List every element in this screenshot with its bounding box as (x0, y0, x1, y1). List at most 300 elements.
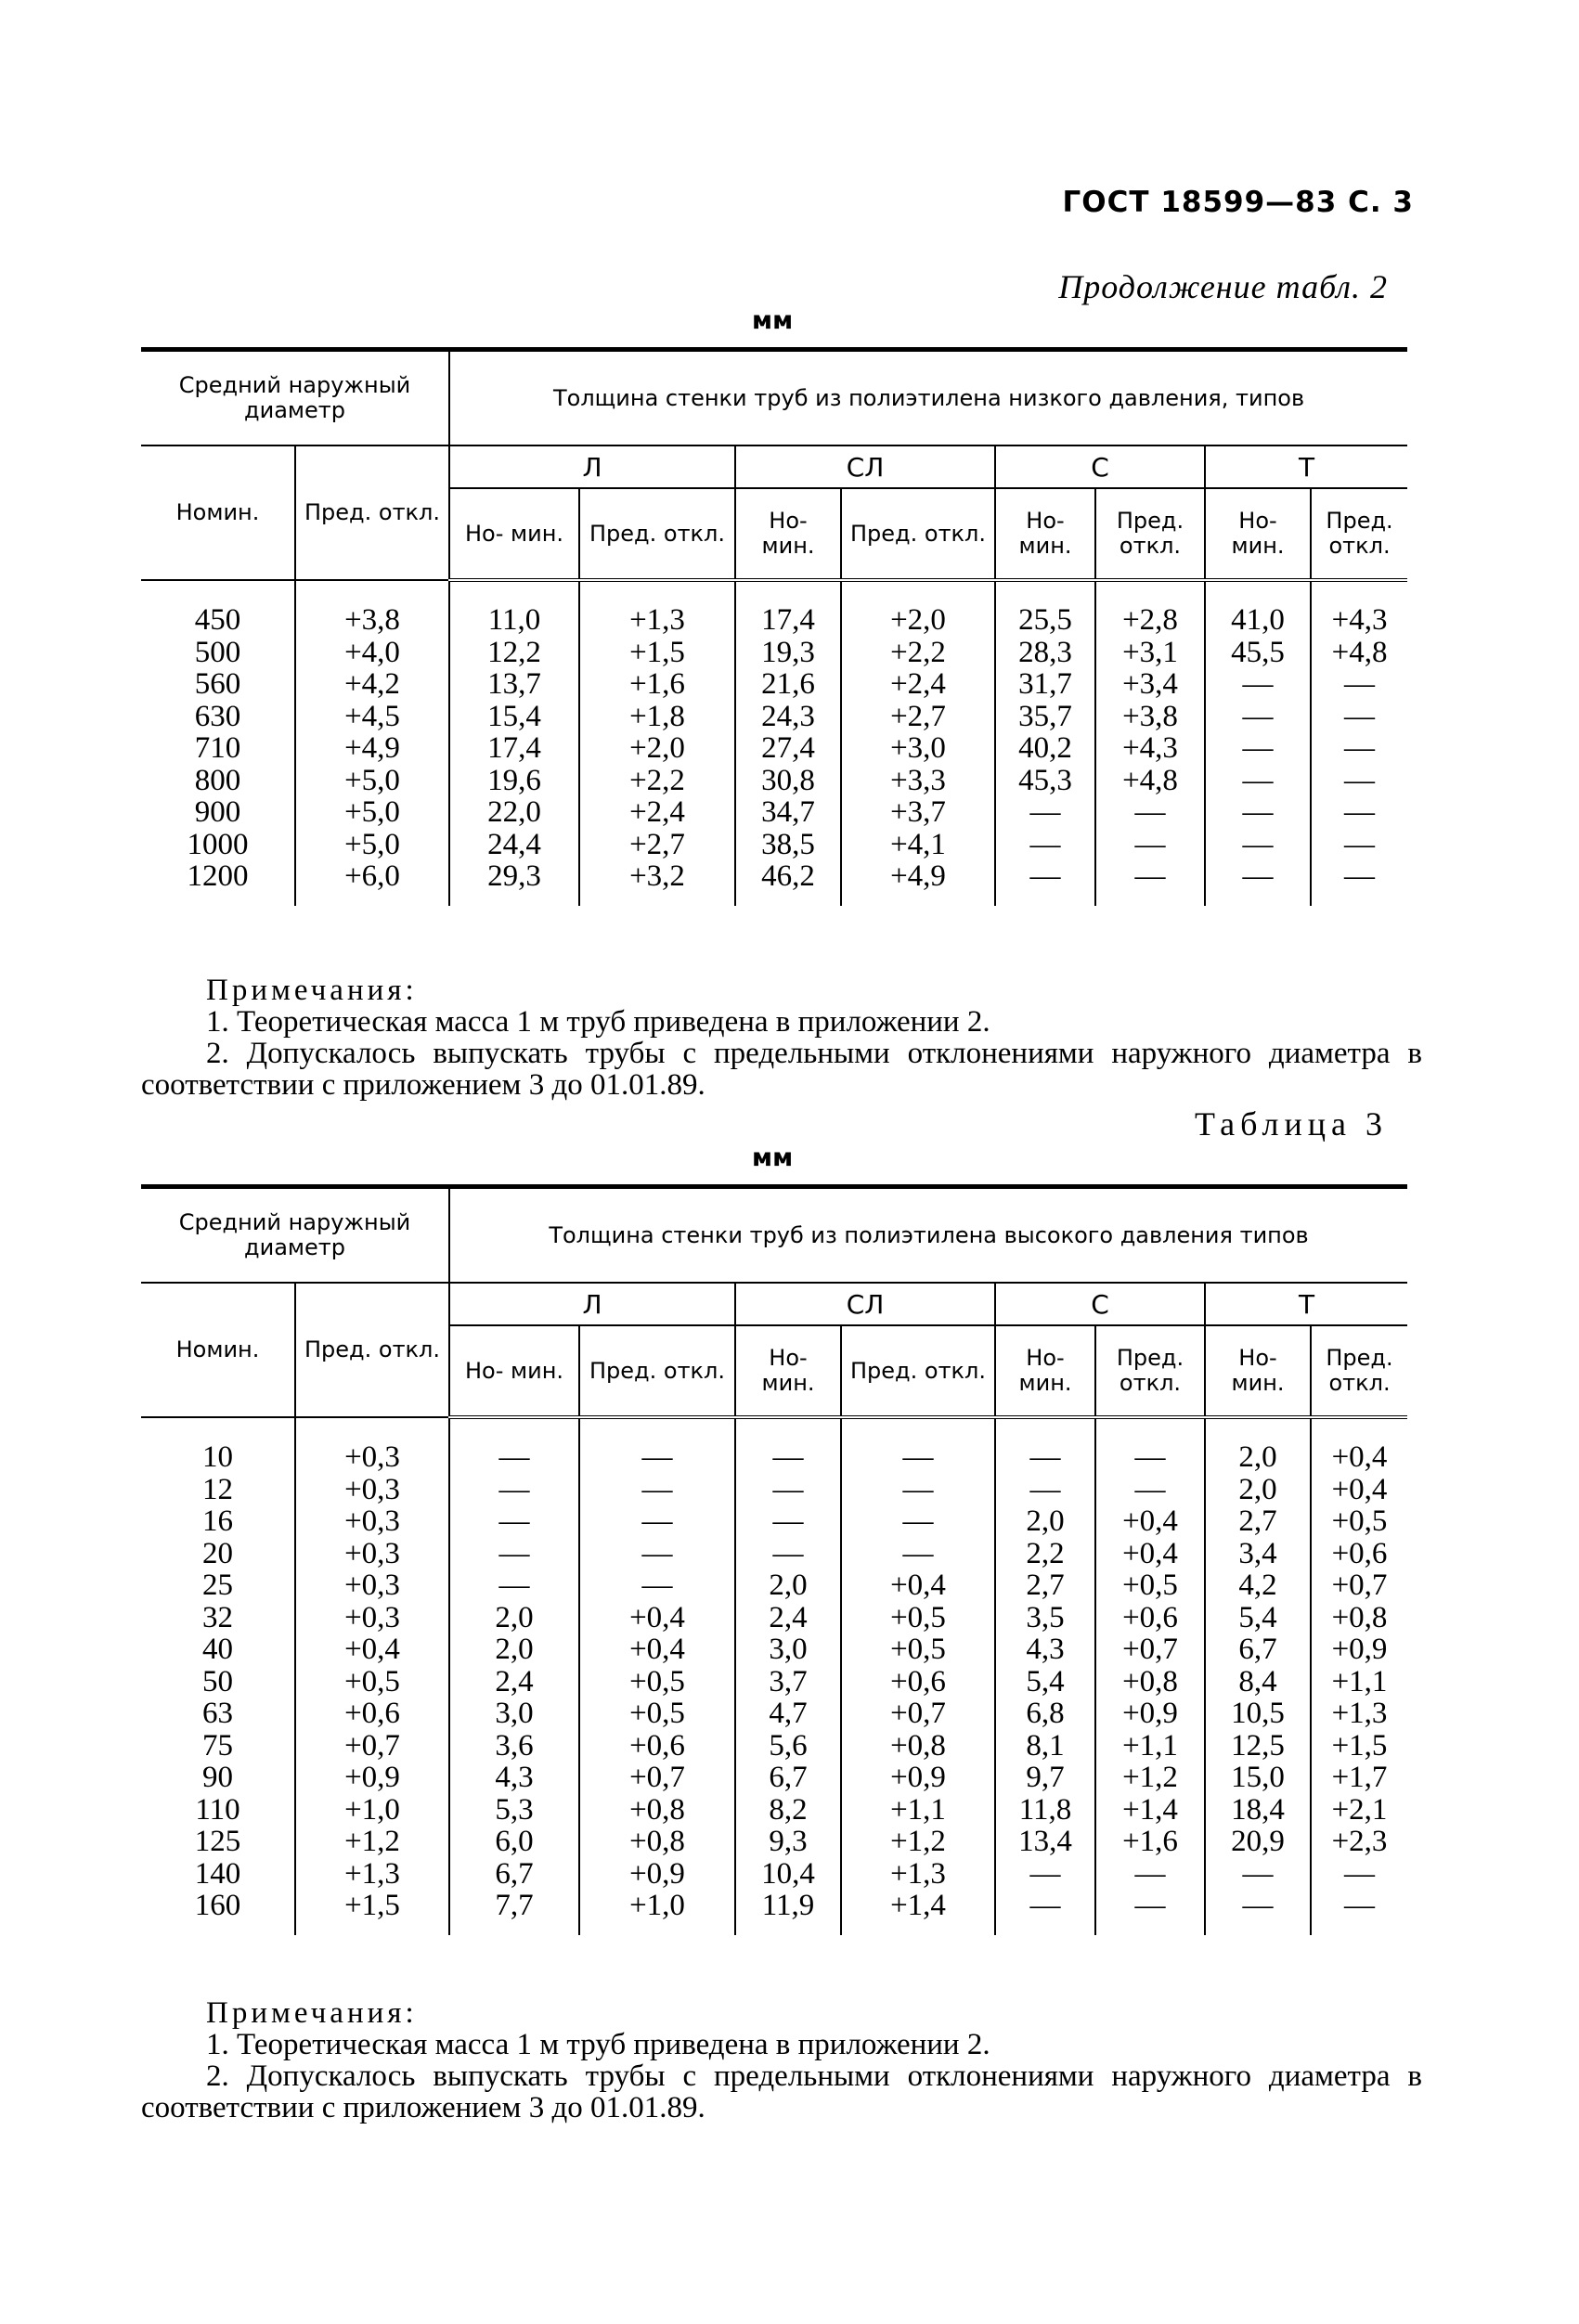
table-row (141, 1474, 1407, 1506)
diameter-deviation-cell: +3,8 (295, 604, 449, 637)
s-nominal-thickness-cell: 3,5 (995, 1602, 1095, 1634)
l-thickness-deviation-cell: +1,6 (579, 668, 735, 701)
nominal-diameter-cell: 1200 (141, 860, 295, 893)
diameter-deviation-cell: +5,0 (295, 765, 449, 797)
sl-nominal-thickness-cell: 3,0 (735, 1633, 841, 1666)
s-thickness-deviation-cell: — (1095, 796, 1205, 829)
sl-nominal-thickness-cell: — (735, 1441, 841, 1474)
thickness-deviation-header: Пред. откл. (1311, 1325, 1407, 1417)
nominal-thickness-header: Но- мин. (1205, 488, 1311, 580)
nominal-diameter-cell: 25 (141, 1569, 295, 1602)
table-2-units: мм (752, 306, 794, 335)
t-nominal-thickness-cell: — (1205, 732, 1311, 765)
s-nominal-thickness-cell: 2,0 (995, 1505, 1095, 1538)
t-thickness-deviation-cell: +0,4 (1331, 1440, 1388, 1474)
sl-nominal-thickness-cell: 4,7 (735, 1698, 841, 1730)
l-thickness-deviation-cell: +0,4 (579, 1602, 735, 1634)
s-thickness-deviation-cell: +1,6 (1095, 1826, 1205, 1858)
nominal-thickness-header: Но- мин. (449, 488, 579, 580)
s-thickness-deviation-cell: +0,9 (1095, 1698, 1205, 1730)
t-nominal-thickness-cell: 3,4 (1205, 1538, 1311, 1570)
diameter-deviation-cell: +0,9 (295, 1762, 449, 1794)
sl-thickness-deviation-cell: +3,7 (841, 796, 995, 829)
l-thickness-deviation-cell: +1,8 (579, 701, 735, 733)
l-thickness-deviation-cell: — (579, 1441, 735, 1474)
sl-nominal-thickness-cell: — (735, 1538, 841, 1570)
sl-thickness-deviation-cell: +2,4 (841, 668, 995, 701)
sl-nominal-thickness-cell: 24,3 (735, 701, 841, 733)
t-thickness-deviation-cell: +4,3 (1331, 603, 1388, 637)
notes-title: Примечания: (206, 974, 418, 1007)
t-nominal-thickness-cell: 45,5 (1205, 637, 1311, 669)
t-thickness-deviation-cell: +2,1 (1331, 1792, 1388, 1827)
s-nominal-thickness-cell: 35,7 (995, 701, 1095, 733)
nominal-diameter-cell: 12 (141, 1474, 295, 1506)
l-thickness-deviation-cell: +0,5 (579, 1666, 735, 1698)
l-nominal-thickness-cell: 7,7 (449, 1890, 579, 1922)
sl-thickness-deviation-cell: +1,3 (841, 1858, 995, 1891)
diameter-deviation-cell: +0,7 (295, 1730, 449, 1762)
sl-thickness-deviation-cell: +2,2 (841, 637, 995, 669)
l-nominal-thickness-cell: — (449, 1538, 579, 1570)
t-thickness-deviation-cell: +0,4 (1331, 1472, 1388, 1506)
s-nominal-thickness-cell: 4,3 (995, 1633, 1095, 1666)
t-nominal-thickness-cell: — (1205, 829, 1311, 861)
sl-nominal-thickness-cell: 5,6 (735, 1730, 841, 1762)
diameter-deviation-cell: +6,0 (295, 860, 449, 893)
s-nominal-thickness-cell: 25,5 (995, 604, 1095, 637)
s-nominal-thickness-cell: 31,7 (995, 668, 1095, 701)
nominal-diameter-cell: 40 (141, 1633, 295, 1666)
note-2: 2. Допускалось выпускать трубы с предельными отклонениями наружного диаметра в соответствии с приложением 3 до 01.01.89. (141, 1037, 1422, 1102)
s-nominal-thickness-cell: 45,3 (995, 765, 1095, 797)
s-thickness-deviation-cell: +4,8 (1095, 765, 1205, 797)
t-thickness-deviation-cell: +1,5 (1331, 1728, 1388, 1762)
table-row (141, 1569, 1407, 1602)
s-nominal-thickness-cell: — (995, 796, 1095, 829)
s-nominal-thickness-cell: 40,2 (995, 732, 1095, 765)
diameter-header: Средний наружный диаметр (141, 1187, 449, 1284)
note-1: 1. Теоретическая масса 1 м труб приведена в приложении 2. (206, 1005, 990, 1039)
thickness-deviation-header: Пред. откл. (579, 488, 735, 580)
table-row (141, 1858, 1407, 1891)
diameter-deviation-cell: +1,5 (295, 1890, 449, 1922)
l-thickness-deviation-cell: — (579, 1505, 735, 1538)
s-thickness-deviation-cell: +0,5 (1095, 1569, 1205, 1602)
table-row (141, 1602, 1407, 1634)
s-nominal-thickness-cell: 2,7 (995, 1569, 1095, 1602)
nominal-thickness-header: Но- мин. (1205, 1325, 1311, 1417)
sl-nominal-thickness-cell: 21,6 (735, 668, 841, 701)
type-t-header: Т (1205, 1283, 1407, 1325)
l-nominal-thickness-cell: 5,3 (449, 1794, 579, 1827)
sl-thickness-deviation-cell: +1,4 (841, 1890, 995, 1922)
l-thickness-deviation-cell: +0,8 (579, 1794, 735, 1827)
diameter-header: Средний наружный диаметр (141, 350, 449, 446)
s-nominal-thickness-cell: — (995, 860, 1095, 893)
nominal-diameter-cell: 20 (141, 1538, 295, 1570)
nominal-diameter-cell: 900 (141, 796, 295, 829)
t-thickness-deviation-cell: — (1344, 731, 1376, 765)
table-row (141, 732, 1407, 765)
table-row (141, 1762, 1407, 1794)
s-thickness-deviation-cell: — (1095, 1890, 1205, 1922)
table-row (141, 637, 1407, 669)
table-row (141, 1730, 1407, 1762)
s-thickness-deviation-cell: +0,4 (1095, 1505, 1205, 1538)
note-1: 1. Теоретическая масса 1 м труб приведена в приложении 2. (206, 2028, 990, 2061)
nominal-diameter-cell: 1000 (141, 829, 295, 861)
s-nominal-thickness-cell: 28,3 (995, 637, 1095, 669)
nominal-diameter-cell: 90 (141, 1762, 295, 1794)
sl-nominal-thickness-cell: 30,8 (735, 765, 841, 797)
s-nominal-thickness-cell: — (995, 829, 1095, 861)
t-nominal-thickness-cell: 2,0 (1205, 1474, 1311, 1506)
thickness-header: Толщина стенки труб из полиэтилена высокого давления типов (449, 1187, 1407, 1284)
sl-nominal-thickness-cell: 2,4 (735, 1602, 841, 1634)
type-t-header: Т (1205, 445, 1407, 488)
t-nominal-thickness-cell: 15,0 (1205, 1762, 1311, 1794)
t-nominal-thickness-cell: — (1205, 765, 1311, 797)
table-row (141, 1538, 1407, 1570)
sl-thickness-deviation-cell: +1,1 (841, 1794, 995, 1827)
s-nominal-thickness-cell: — (995, 1441, 1095, 1474)
t-thickness-deviation-cell: +0,5 (1331, 1504, 1388, 1538)
l-thickness-deviation-cell: +0,7 (579, 1762, 735, 1794)
l-thickness-deviation-cell: +0,6 (579, 1730, 735, 1762)
l-nominal-thickness-cell: 3,6 (449, 1730, 579, 1762)
t-nominal-thickness-cell: 6,7 (1205, 1633, 1311, 1666)
diameter-deviation-header: Пред. откл. (295, 1283, 449, 1417)
sl-nominal-thickness-cell: 10,4 (735, 1858, 841, 1891)
thickness-deviation-header: Пред. откл. (579, 1325, 735, 1417)
type-l-header: Л (449, 1283, 735, 1325)
table-row (141, 1826, 1407, 1858)
nominal-diameter-header: Номин. (141, 1283, 295, 1417)
l-thickness-deviation-cell: +2,2 (579, 765, 735, 797)
l-nominal-thickness-cell: — (449, 1569, 579, 1602)
s-nominal-thickness-cell: 8,1 (995, 1730, 1095, 1762)
sl-thickness-deviation-cell: +0,8 (841, 1730, 995, 1762)
sl-thickness-deviation-cell: +2,7 (841, 701, 995, 733)
l-nominal-thickness-cell: 4,3 (449, 1762, 579, 1794)
s-thickness-deviation-cell: +0,7 (1095, 1633, 1205, 1666)
thickness-deviation-header: Пред. откл. (1095, 488, 1205, 580)
nominal-diameter-cell: 63 (141, 1698, 295, 1730)
l-thickness-deviation-cell: +2,7 (579, 829, 735, 861)
table-row (141, 604, 1407, 637)
l-nominal-thickness-cell: — (449, 1505, 579, 1538)
sl-nominal-thickness-cell: 6,7 (735, 1762, 841, 1794)
nominal-diameter-cell: 560 (141, 668, 295, 701)
s-thickness-deviation-cell: +0,6 (1095, 1602, 1205, 1634)
sl-thickness-deviation-cell: +3,3 (841, 765, 995, 797)
nominal-diameter-cell: 160 (141, 1890, 295, 1922)
nominal-diameter-cell: 110 (141, 1794, 295, 1827)
sl-thickness-deviation-cell: +4,1 (841, 829, 995, 861)
nominal-diameter-cell: 50 (141, 1666, 295, 1698)
table-row (141, 1505, 1407, 1538)
t-nominal-thickness-cell: 2,0 (1205, 1441, 1311, 1474)
nominal-diameter-cell: 800 (141, 765, 295, 797)
l-thickness-deviation-cell: +2,4 (579, 796, 735, 829)
s-thickness-deviation-cell: +3,1 (1095, 637, 1205, 669)
t-thickness-deviation-cell: — (1344, 1889, 1375, 1922)
table-2-body (141, 580, 1407, 906)
s-thickness-deviation-cell: +1,4 (1095, 1794, 1205, 1827)
t-nominal-thickness-cell: — (1205, 796, 1311, 829)
l-nominal-thickness-cell: 29,3 (449, 860, 579, 893)
l-nominal-thickness-cell: 22,0 (449, 796, 579, 829)
diameter-deviation-cell: +1,3 (295, 1858, 449, 1891)
diameter-deviation-cell: +0,6 (295, 1698, 449, 1730)
l-thickness-deviation-cell: +3,2 (579, 860, 735, 893)
sl-thickness-deviation-cell: +0,7 (841, 1698, 995, 1730)
l-thickness-deviation-cell: +0,9 (579, 1858, 735, 1891)
sl-thickness-deviation-cell: — (841, 1441, 995, 1474)
l-nominal-thickness-cell: 2,4 (449, 1666, 579, 1698)
diameter-deviation-cell: +0,3 (295, 1569, 449, 1602)
s-thickness-deviation-cell: +2,8 (1095, 604, 1205, 637)
nominal-thickness-header: Но- мин. (735, 488, 841, 580)
l-nominal-thickness-cell: 2,0 (449, 1633, 579, 1666)
type-s-header: С (995, 445, 1205, 488)
t-thickness-deviation-cell: +2,3 (1331, 1825, 1388, 1858)
s-nominal-thickness-cell: — (995, 1858, 1095, 1891)
s-nominal-thickness-cell: 11,8 (995, 1794, 1095, 1827)
nominal-diameter-cell: 10 (141, 1441, 295, 1474)
nominal-thickness-header: Но- мин. (995, 1325, 1095, 1417)
diameter-deviation-header: Пред. откл. (295, 445, 449, 580)
t-nominal-thickness-cell: 41,0 (1205, 604, 1311, 637)
diameter-deviation-cell: +0,3 (295, 1538, 449, 1570)
l-thickness-deviation-cell: +0,5 (579, 1698, 735, 1730)
s-thickness-deviation-cell: +3,4 (1095, 668, 1205, 701)
t-thickness-deviation-cell: — (1344, 827, 1376, 861)
t-thickness-deviation-cell: +4,8 (1331, 635, 1388, 669)
table-3-notes (141, 1997, 1422, 2124)
l-nominal-thickness-cell: 13,7 (449, 668, 579, 701)
table-3-caption: Таблица 3 (1195, 1105, 1388, 1143)
t-nominal-thickness-cell: — (1205, 1858, 1311, 1891)
sl-nominal-thickness-cell: 38,5 (735, 829, 841, 861)
nominal-diameter-cell: 630 (141, 701, 295, 733)
sl-thickness-deviation-cell: +0,4 (841, 1569, 995, 1602)
t-nominal-thickness-cell: 12,5 (1205, 1730, 1311, 1762)
diameter-deviation-cell: +0,5 (295, 1666, 449, 1698)
table-row (141, 1794, 1407, 1827)
type-sl-header: СЛ (735, 1283, 995, 1325)
sl-nominal-thickness-cell: 2,0 (735, 1569, 841, 1602)
s-nominal-thickness-cell: 9,7 (995, 1762, 1095, 1794)
s-nominal-thickness-cell: — (995, 1474, 1095, 1506)
nominal-diameter-cell: 710 (141, 732, 295, 765)
note-2: 2. Допускалось выпускать трубы с предельными отклонениями наружного диаметра в соответствии с приложением 3 до 01.01.89. (141, 2059, 1422, 2124)
sl-nominal-thickness-cell: — (735, 1505, 841, 1538)
nominal-diameter-cell: 500 (141, 637, 295, 669)
t-thickness-deviation-cell: — (1344, 859, 1376, 893)
diameter-deviation-cell: +5,0 (295, 829, 449, 861)
l-nominal-thickness-cell: 6,0 (449, 1826, 579, 1858)
sl-thickness-deviation-cell: — (841, 1474, 995, 1506)
diameter-deviation-cell: +0,3 (295, 1441, 449, 1474)
t-thickness-deviation-cell: +0,8 (1331, 1600, 1388, 1634)
s-nominal-thickness-cell: 2,2 (995, 1538, 1095, 1570)
table-row (141, 701, 1407, 733)
table-3 (141, 1184, 1407, 1935)
sl-nominal-thickness-cell: 9,3 (735, 1826, 841, 1858)
notes-title: Примечания: (206, 1996, 418, 2030)
s-thickness-deviation-cell: +0,4 (1095, 1538, 1205, 1570)
table-3-units: мм (752, 1143, 794, 1172)
nominal-thickness-header: Но- мин. (995, 488, 1095, 580)
type-s-header: С (995, 1283, 1205, 1325)
t-nominal-thickness-cell: 5,4 (1205, 1602, 1311, 1634)
l-nominal-thickness-cell: 3,0 (449, 1698, 579, 1730)
sl-nominal-thickness-cell: 19,3 (735, 637, 841, 669)
t-thickness-deviation-cell: — (1344, 1856, 1375, 1891)
table-3-body (141, 1417, 1407, 1935)
l-nominal-thickness-cell: 15,4 (449, 701, 579, 733)
table-row (141, 1633, 1407, 1666)
table-row (141, 765, 1407, 797)
diameter-deviation-cell: +4,0 (295, 637, 449, 669)
diameter-deviation-cell: +0,3 (295, 1602, 449, 1634)
sl-nominal-thickness-cell: — (735, 1474, 841, 1506)
t-nominal-thickness-cell: — (1205, 1890, 1311, 1922)
type-sl-header: СЛ (735, 445, 995, 488)
nominal-diameter-cell: 125 (141, 1826, 295, 1858)
l-thickness-deviation-cell: +1,5 (579, 637, 735, 669)
l-thickness-deviation-cell: +1,3 (579, 604, 735, 637)
sl-nominal-thickness-cell: 46,2 (735, 860, 841, 893)
l-nominal-thickness-cell: 11,0 (449, 604, 579, 637)
l-nominal-thickness-cell: — (449, 1441, 579, 1474)
thickness-deviation-header: Пред. откл. (1095, 1325, 1205, 1417)
s-thickness-deviation-cell: — (1095, 1474, 1205, 1506)
l-thickness-deviation-cell: — (579, 1474, 735, 1506)
diameter-deviation-cell: +0,3 (295, 1474, 449, 1506)
sl-nominal-thickness-cell: 34,7 (735, 796, 841, 829)
s-nominal-thickness-cell: 5,4 (995, 1666, 1095, 1698)
sl-thickness-deviation-cell: +1,2 (841, 1826, 995, 1858)
t-thickness-deviation-cell: +0,9 (1331, 1633, 1388, 1666)
s-thickness-deviation-cell: +1,2 (1095, 1762, 1205, 1794)
sl-thickness-deviation-cell: +0,5 (841, 1633, 995, 1666)
nominal-diameter-cell: 75 (141, 1730, 295, 1762)
nominal-diameter-cell: 450 (141, 604, 295, 637)
table-row (141, 1698, 1407, 1730)
t-thickness-deviation-cell: — (1344, 667, 1376, 701)
table-row (141, 860, 1407, 893)
thickness-deviation-header: Пред. откл. (1311, 488, 1407, 580)
type-l-header: Л (449, 445, 735, 488)
nominal-diameter-cell: 16 (141, 1505, 295, 1538)
t-thickness-deviation-cell: +1,7 (1331, 1761, 1388, 1794)
s-thickness-deviation-cell: +0,8 (1095, 1666, 1205, 1698)
l-thickness-deviation-cell: +2,0 (579, 732, 735, 765)
diameter-deviation-cell: +4,2 (295, 668, 449, 701)
s-thickness-deviation-cell: — (1095, 1858, 1205, 1891)
t-nominal-thickness-cell: 20,9 (1205, 1826, 1311, 1858)
nominal-thickness-header: Но- мин. (449, 1325, 579, 1417)
sl-nominal-thickness-cell: 27,4 (735, 732, 841, 765)
sl-thickness-deviation-cell: — (841, 1505, 995, 1538)
page-header: ГОСТ 18599—83 С. 3 (1062, 186, 1414, 219)
t-thickness-deviation-cell: +0,7 (1331, 1569, 1388, 1602)
l-thickness-deviation-cell: +0,8 (579, 1826, 735, 1858)
l-nominal-thickness-cell: 24,4 (449, 829, 579, 861)
t-nominal-thickness-cell: — (1205, 860, 1311, 893)
s-thickness-deviation-cell: +4,3 (1095, 732, 1205, 765)
diameter-deviation-cell: +0,3 (295, 1505, 449, 1538)
t-nominal-thickness-cell: 8,4 (1205, 1666, 1311, 1698)
l-thickness-deviation-cell: — (579, 1569, 735, 1602)
t-nominal-thickness-cell: 10,5 (1205, 1698, 1311, 1730)
t-nominal-thickness-cell: 4,2 (1205, 1569, 1311, 1602)
diameter-deviation-cell: +0,4 (295, 1633, 449, 1666)
l-nominal-thickness-cell: 19,6 (449, 765, 579, 797)
table-row (141, 796, 1407, 829)
thickness-deviation-header: Пред. откл. (841, 1325, 995, 1417)
nominal-diameter-cell: 140 (141, 1858, 295, 1891)
diameter-deviation-cell: +1,2 (295, 1826, 449, 1858)
sl-thickness-deviation-cell: +0,5 (841, 1602, 995, 1634)
sl-nominal-thickness-cell: 3,7 (735, 1666, 841, 1698)
sl-nominal-thickness-cell: 8,2 (735, 1794, 841, 1827)
t-nominal-thickness-cell: 2,7 (1205, 1505, 1311, 1538)
s-thickness-deviation-cell: — (1095, 1441, 1205, 1474)
s-thickness-deviation-cell: +3,8 (1095, 701, 1205, 733)
nominal-diameter-header: Номин. (141, 445, 295, 580)
l-nominal-thickness-cell: 12,2 (449, 637, 579, 669)
s-thickness-deviation-cell: +1,1 (1095, 1730, 1205, 1762)
sl-nominal-thickness-cell: 11,9 (735, 1890, 841, 1922)
table-2-caption: Продолжение табл. 2 (1058, 268, 1388, 305)
s-thickness-deviation-cell: — (1095, 829, 1205, 861)
sl-nominal-thickness-cell: 17,4 (735, 604, 841, 637)
sl-thickness-deviation-cell: +4,9 (841, 860, 995, 893)
t-thickness-deviation-cell: — (1344, 699, 1376, 733)
s-nominal-thickness-cell: — (995, 1890, 1095, 1922)
t-thickness-deviation-cell: +1,3 (1331, 1697, 1388, 1730)
t-nominal-thickness-cell: — (1205, 668, 1311, 701)
thickness-deviation-header: Пред. откл. (841, 488, 995, 580)
table-row (141, 1666, 1407, 1698)
l-thickness-deviation-cell: +1,0 (579, 1890, 735, 1922)
table-2 (141, 347, 1407, 906)
diameter-deviation-cell: +5,0 (295, 796, 449, 829)
t-thickness-deviation-cell: — (1344, 763, 1376, 797)
t-thickness-deviation-cell: +1,1 (1331, 1664, 1388, 1698)
table-2-notes (141, 975, 1422, 1101)
diameter-deviation-cell: +4,9 (295, 732, 449, 765)
t-thickness-deviation-cell: — (1344, 795, 1376, 829)
thickness-header: Толщина стенки труб из полиэтилена низкого давления, типов (449, 350, 1407, 446)
table-row (141, 1441, 1407, 1474)
table-row (141, 668, 1407, 701)
l-nominal-thickness-cell: — (449, 1474, 579, 1506)
sl-thickness-deviation-cell: +0,9 (841, 1762, 995, 1794)
nominal-diameter-cell: 32 (141, 1602, 295, 1634)
l-thickness-deviation-cell: +0,4 (579, 1633, 735, 1666)
t-nominal-thickness-cell: 18,4 (1205, 1794, 1311, 1827)
sl-thickness-deviation-cell: — (841, 1538, 995, 1570)
diameter-deviation-cell: +1,0 (295, 1794, 449, 1827)
s-thickness-deviation-cell: — (1095, 860, 1205, 893)
table-row (141, 829, 1407, 861)
l-thickness-deviation-cell: — (579, 1538, 735, 1570)
